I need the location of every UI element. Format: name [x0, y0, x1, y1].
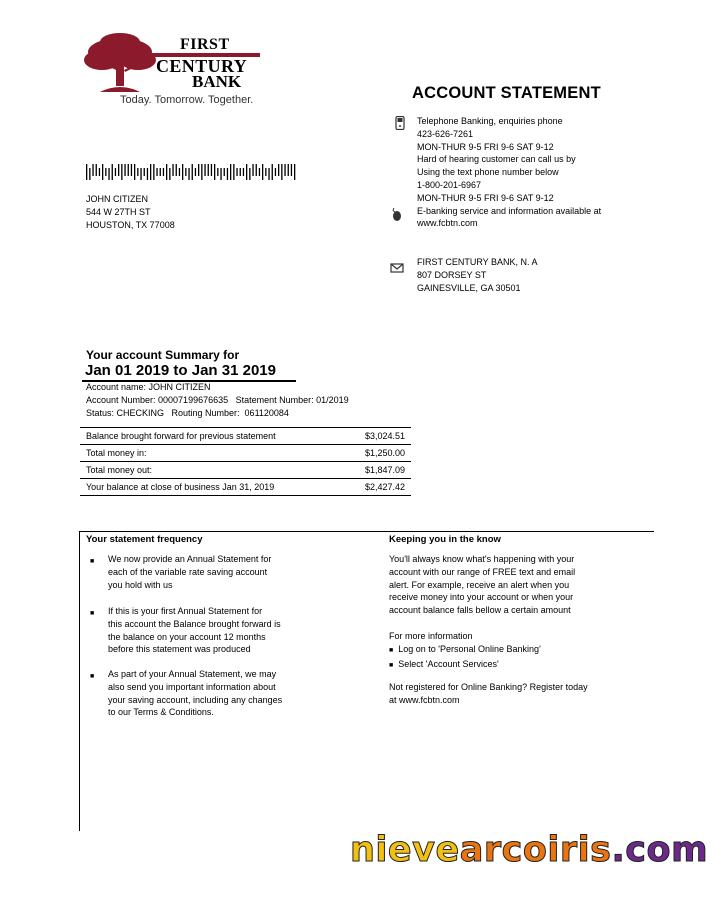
contact-line: MON-THUR 9-5 FRI 9-6 SAT 9-12 — [417, 141, 554, 152]
barcode-bar — [217, 168, 218, 176]
more-info — [389, 630, 619, 672]
barcode-bar — [137, 168, 138, 176]
account-name: Account name: JOHN CITIZEN — [86, 382, 211, 392]
customer-street: 544 W 27TH ST — [86, 206, 151, 217]
barcode-bar — [112, 164, 113, 180]
barcode-bar — [220, 168, 221, 180]
item-line: the balance on your account 12 months — [108, 631, 266, 642]
list-item — [389, 643, 619, 658]
barcode-bar — [147, 168, 148, 180]
barcode-bar — [179, 168, 180, 176]
table-row — [80, 428, 411, 445]
list-item — [389, 658, 619, 673]
know-line: alert. For example, receive an alert when you — [389, 579, 570, 590]
barcode-bar — [236, 168, 237, 176]
barcode-bar — [128, 164, 129, 176]
barcode-bar — [185, 168, 186, 176]
item-line: also send you important information about — [108, 681, 276, 692]
balance-amount: $2,427.42 — [343, 479, 411, 496]
barcode-bar — [233, 164, 234, 180]
barcode-bar — [118, 164, 119, 176]
know-paragraph — [389, 553, 619, 617]
customer-name: JOHN CITIZEN — [86, 194, 148, 204]
barcode-bar — [208, 164, 209, 176]
barcode-bar — [291, 164, 292, 176]
bank-address — [417, 256, 538, 294]
barcode-bar — [182, 164, 183, 180]
barcode-bar — [240, 168, 241, 176]
balance-label: Balance brought forward for previous statement — [80, 428, 343, 445]
barcode-bar — [124, 164, 125, 176]
summary-details — [86, 381, 349, 419]
barcode-bar — [230, 164, 231, 180]
statement-title: ACCOUNT STATEMENT — [412, 84, 601, 102]
barcode-bar — [278, 164, 279, 176]
account-status: Status: CHECKING Routing Number: 061120084 — [86, 407, 289, 418]
bullet-icon: ■ — [90, 610, 95, 617]
register-note — [389, 681, 619, 707]
mouse-icon — [390, 207, 404, 221]
barcode-bar — [134, 164, 135, 180]
barcode-bar — [144, 168, 145, 176]
phone-icon — [393, 116, 407, 130]
balance-label: Your balance at close of business Jan 31, 2019 — [80, 479, 343, 496]
barcode-bar — [160, 168, 161, 176]
barcode-bar — [204, 164, 205, 176]
bank-address-city: GAINESVILLE, GA 30501 — [417, 282, 521, 293]
table-row — [80, 479, 411, 496]
barcode-bar — [201, 164, 202, 180]
know-line: receive money into your account or when your — [389, 592, 574, 603]
know-line: You'll always know what's happening with your — [389, 554, 575, 564]
brand-century: CENTURY — [156, 56, 248, 76]
item-line: We now provide an Annual Statement for — [108, 554, 272, 564]
balance-amount: $1,847.09 — [343, 462, 411, 479]
more-info-label: For more information — [389, 631, 473, 641]
know-line: account with our range of FREE text and email — [389, 566, 576, 577]
item-line: your saving account, including any changes — [108, 694, 283, 705]
barcode-bar — [115, 168, 116, 176]
barcode-bar — [131, 164, 132, 176]
barcode-bar — [188, 168, 189, 180]
brand-bank: BANK — [192, 72, 242, 91]
barcode-bar — [105, 168, 106, 176]
bullet-icon: ■ — [90, 673, 95, 680]
summary-heading: Your account Summary for — [86, 348, 240, 362]
account-number: Account Number: 00007199676635 Statement Number: 01/2019 — [86, 394, 349, 405]
balance-label: Total money in: — [80, 445, 343, 462]
contact-line: MON-THUR 9-5 FRI 9-6 SAT 9-12 — [417, 192, 554, 203]
barcode-bar — [121, 164, 122, 180]
barcode-bar — [262, 164, 263, 180]
postal-barcode — [85, 163, 297, 183]
section-divider — [80, 531, 654, 532]
barcode-bar — [150, 164, 151, 180]
more-info-item: Select 'Account Services' — [398, 658, 499, 669]
barcode-bar — [89, 168, 90, 180]
item-line: you hold with us — [108, 579, 173, 590]
balance-label: Total money out: — [80, 462, 343, 479]
barcode-bar — [86, 164, 87, 180]
watermark-part: arcoiris — [459, 830, 612, 870]
barcode-bar — [224, 168, 225, 176]
barcode-bar — [246, 164, 247, 180]
barcode-bar — [214, 164, 215, 180]
balance-amount: $1,250.00 — [343, 445, 411, 462]
contact-info — [417, 115, 601, 230]
contact-line: E-banking service and information available at — [417, 205, 602, 216]
barcode-bar — [272, 164, 273, 180]
bullet-icon: ■ — [90, 558, 95, 565]
barcode-bar — [294, 164, 295, 180]
barcode-bar — [252, 164, 253, 176]
bank-address-street: 807 DORSEY ST — [417, 269, 487, 280]
barcode-bar — [284, 164, 285, 176]
barcode-bar — [198, 164, 199, 176]
more-info-item: Log on to 'Personal Online Banking' — [398, 643, 541, 654]
customer-city: HOUSTON, TX 77008 — [86, 219, 175, 230]
contact-line: Using the text phone number below — [417, 167, 559, 178]
barcode-bar — [163, 168, 164, 176]
barcode-bar — [96, 164, 97, 176]
barcode-bar — [192, 164, 193, 180]
table-row — [80, 462, 411, 479]
watermark-part: nieve — [350, 830, 460, 870]
table-row — [80, 445, 411, 462]
summary-period: Jan 01 2019 to Jan 31 2019 — [85, 362, 276, 379]
item-line: As part of your Annual Statement, we may — [108, 669, 277, 679]
barcode-bar — [256, 164, 257, 176]
barcode-bar — [140, 168, 141, 180]
item-line: before this statement was produced — [108, 644, 251, 655]
barcode-bar — [102, 164, 103, 180]
section-left-rule — [79, 531, 80, 831]
know-title: Keeping you in the know — [389, 534, 501, 545]
item-line: to our Terms & Conditions. — [108, 707, 214, 718]
brand-first: FIRST — [180, 36, 230, 53]
know-line: account balance falls bellow a certain amount — [389, 605, 571, 616]
barcode-bar — [92, 164, 93, 176]
item-line: If this is your first Annual Statement for — [108, 606, 263, 616]
watermark-part: .com — [611, 830, 709, 870]
barcode-bar — [288, 164, 289, 176]
barcode-bar — [99, 168, 100, 176]
balance-table — [80, 427, 411, 496]
barcode-bar — [176, 164, 177, 176]
contact-line: 1-800-201-6967 — [417, 179, 482, 190]
barcode-bar — [108, 168, 109, 180]
barcode-bar — [211, 164, 212, 176]
barcode-bar — [281, 164, 282, 180]
barcode-bar — [259, 168, 260, 176]
barcode-bar — [243, 168, 244, 176]
contact-line: Hard of hearing customer can call us by — [417, 154, 576, 165]
barcode-bar — [227, 168, 228, 180]
bullet-icon: ■ — [389, 661, 394, 669]
barcode-bar — [268, 168, 269, 180]
item-line: this account the Balance brought forward is — [108, 618, 281, 629]
bullet-icon: ■ — [389, 646, 394, 654]
barcode-bar — [275, 168, 276, 176]
barcode-bar — [156, 168, 157, 176]
barcode-bar — [169, 168, 170, 180]
bank-address-name: FIRST CENTURY BANK, N. A — [417, 257, 538, 267]
item-line: each of the variable rate saving account — [108, 566, 268, 577]
barcode-bar — [153, 164, 154, 180]
barcode-bar — [249, 168, 250, 180]
barcode-bar — [195, 168, 196, 176]
frequency-title: Your statement frequency — [86, 534, 203, 545]
register-line: at www.fcbtn.com — [389, 694, 460, 705]
contact-line: www.fcbtn.com — [417, 218, 478, 229]
barcode-bar — [166, 164, 167, 180]
contact-line: Telephone Banking, enquiries phone — [417, 116, 563, 126]
barcode-bar — [172, 164, 173, 176]
contact-line: 423-626-7261 — [417, 128, 474, 139]
barcode-bar — [265, 168, 266, 176]
customer-address — [86, 193, 175, 231]
register-line: Not registered for Online Banking? Register today — [389, 682, 588, 692]
brand-tagline: Today. Tomorrow. Together. — [120, 94, 254, 106]
watermark — [350, 830, 708, 870]
balance-amount: $3,024.51 — [343, 428, 411, 445]
mail-icon — [390, 261, 404, 275]
